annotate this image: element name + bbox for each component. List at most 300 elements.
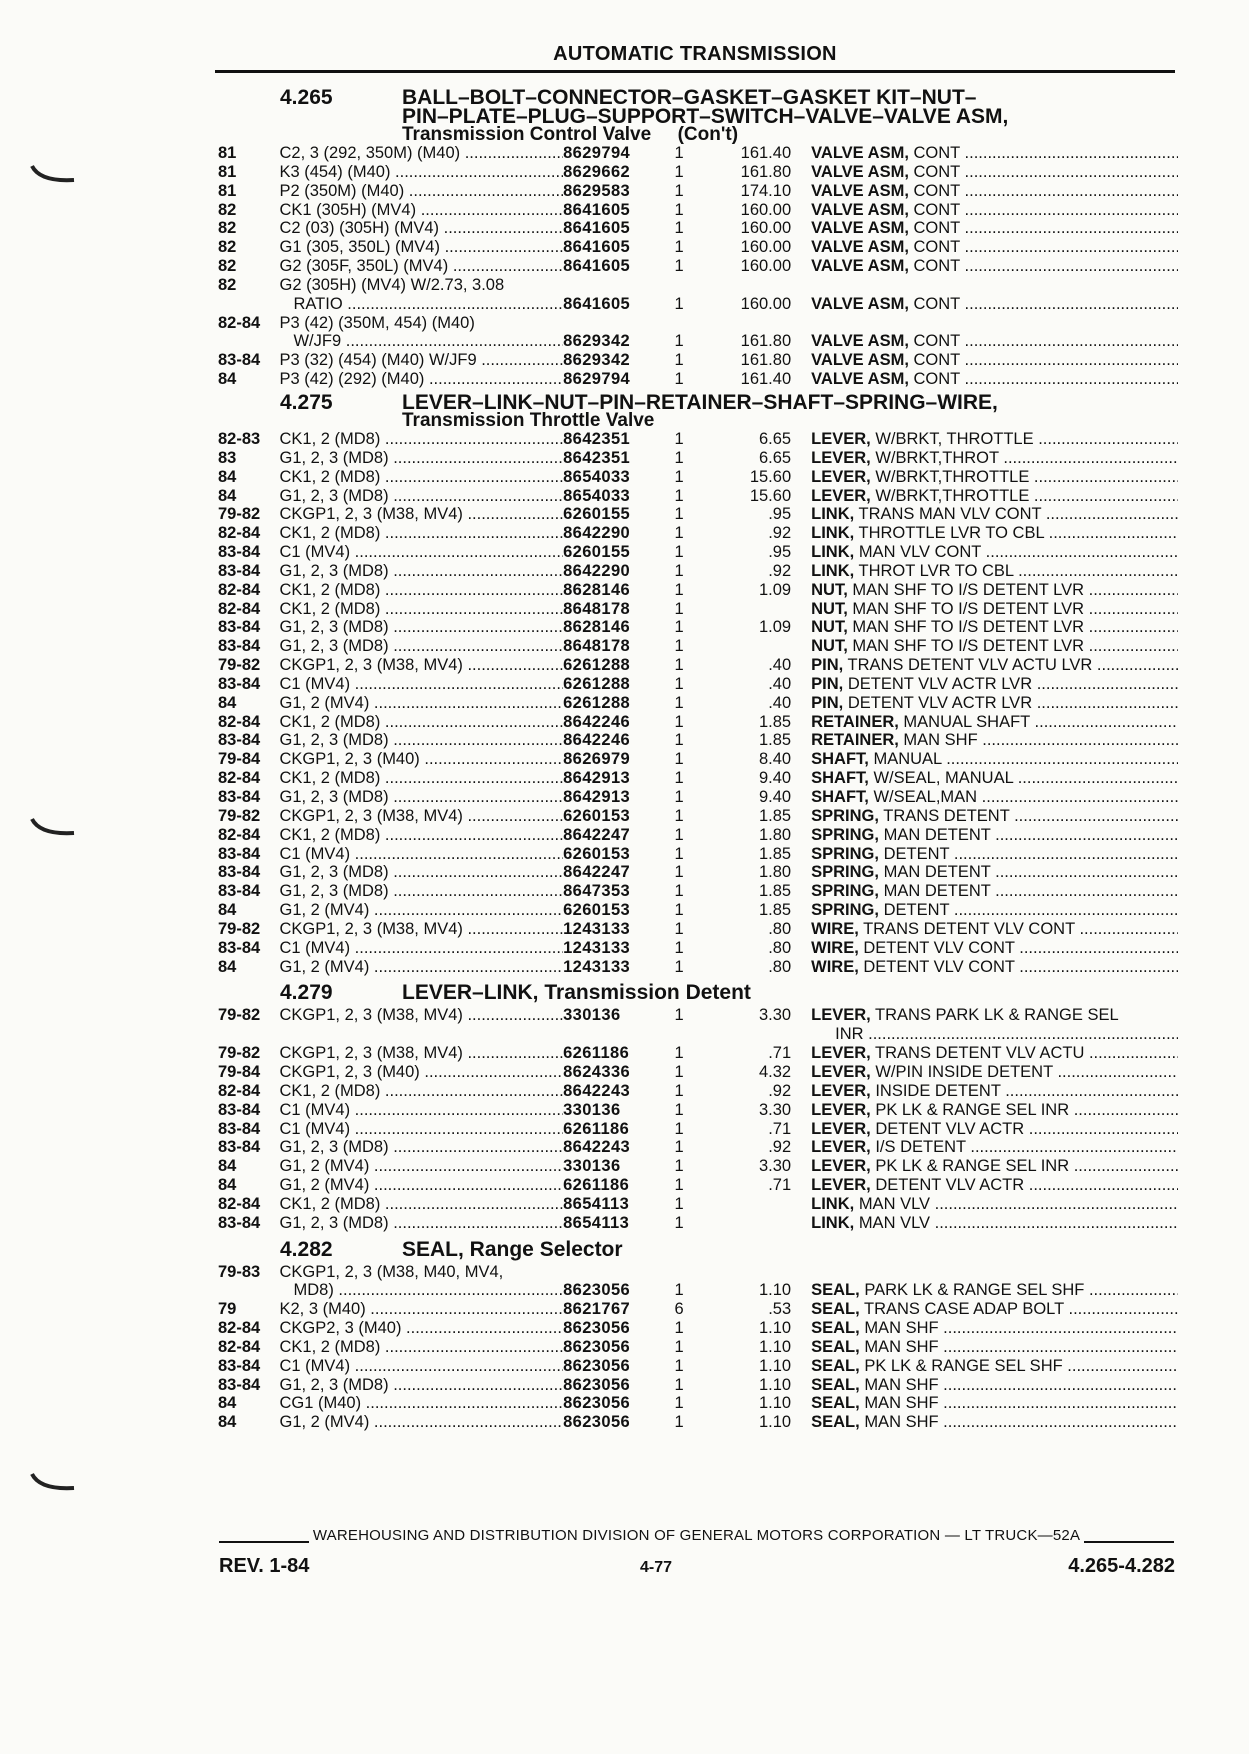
application: [279, 505, 563, 524]
application-text: G1, 2 (MV4) .....: [279, 901, 563, 919]
model-year: 79-82: [218, 1006, 261, 1025]
part-name: SPRING,: [811, 863, 879, 882]
description-line: [811, 1281, 1178, 1299]
model-year: 82-83: [218, 429, 261, 448]
part-number: 8642243: [563, 1138, 631, 1157]
price: .95: [768, 505, 792, 524]
part-description: [799, 1176, 1178, 1195]
part-row: [218, 656, 1178, 675]
application: [279, 543, 563, 562]
application-text: CKGP2, 3 (M40) .....: [279, 1319, 563, 1337]
quantity: 1: [674, 957, 684, 976]
price: 1.85: [759, 731, 792, 750]
part-description: [799, 314, 1178, 352]
application: [279, 637, 563, 656]
part-name: NUT,: [811, 580, 848, 599]
part-row: [218, 769, 1178, 788]
application-text: G1 (305, 350L) (MV4) .....: [279, 238, 563, 256]
application-text: P3 (42) (350M, 454) (M40): [279, 313, 475, 332]
application-text: K3 (454) (M40) .....: [279, 163, 563, 181]
application-text: CK1, 2 (MD8) .....: [279, 713, 563, 731]
price: 160.00: [740, 257, 792, 276]
application-text: G1, 2 (MV4) .....: [279, 694, 563, 712]
part-number: 6260153: [563, 901, 631, 920]
part-detail: CONT: [913, 181, 960, 200]
section-title-line: BALL–BOLT–CONNECTOR–GASKET–GASKET KIT–NUT–: [402, 86, 977, 109]
model-year: 84: [218, 1413, 237, 1432]
section-title: [402, 390, 998, 431]
part-number: 8626979: [563, 750, 631, 769]
part-row: [218, 144, 1178, 163]
price: [700, 1195, 799, 1214]
part-description: [799, 1319, 1178, 1338]
part-detail: W/BRKT,THROTTLE: [875, 486, 1030, 505]
application-text: CKGP1, 2, 3 (M38, MV4) .....: [279, 807, 563, 825]
part-detail: W/SEAL, MANUAL: [873, 769, 1014, 788]
part-name: VALVE ASM,: [811, 200, 909, 219]
part-number: 8641605: [563, 200, 631, 219]
quantity: 1: [674, 1119, 684, 1138]
price: 161.80: [740, 351, 792, 370]
part-name: RETAINER,: [811, 731, 899, 750]
price: 15.60: [749, 486, 792, 505]
application: [279, 713, 563, 732]
description-line: [811, 939, 1178, 957]
application-text: CG1 (M40) .....: [279, 1394, 563, 1412]
model-year: 83-84: [218, 844, 261, 863]
application: [279, 351, 563, 370]
part-description: [799, 163, 1178, 182]
price: 3.30: [759, 1157, 792, 1176]
part-row: [218, 1413, 1178, 1432]
price: 1.10: [759, 1281, 792, 1300]
part-description: [799, 1120, 1178, 1139]
part-description: [799, 1394, 1178, 1413]
part-row: [218, 1138, 1178, 1157]
application-text: G2 (305F, 350L) (MV4) .....: [279, 257, 563, 275]
quantity: 1: [674, 882, 684, 901]
model-year: 82-84: [218, 769, 261, 788]
price: [700, 637, 799, 656]
part-description: [799, 1063, 1178, 1082]
part-detail: MAN SHF TO I/S DETENT LVR: [852, 580, 1085, 599]
price: 1.80: [759, 825, 792, 844]
price: 160.00: [740, 219, 792, 238]
price: .80: [768, 957, 792, 976]
part-detail: MAN DETENT: [883, 825, 991, 844]
price: 6.65: [759, 429, 792, 448]
part-description: [799, 901, 1178, 920]
price: 1.80: [759, 863, 792, 882]
description-line: [811, 1044, 1178, 1062]
quantity: 1: [674, 1281, 684, 1300]
application: [279, 1157, 563, 1176]
application-text: G1, 2, 3 (MD8) .....: [279, 449, 563, 467]
price: .92: [768, 1138, 792, 1157]
part-description: [799, 201, 1178, 220]
quantity: 1: [674, 1157, 684, 1176]
model-year: 82-84: [218, 1319, 261, 1338]
price: 161.40: [740, 370, 792, 389]
part-name: VALVE ASM,: [811, 257, 909, 276]
model-year: 83-84: [218, 938, 261, 957]
quantity: 1: [674, 712, 684, 731]
part-number: 8628146: [563, 580, 631, 599]
part-detail: MANUAL SHAFT: [903, 712, 1030, 731]
part-name: LEVER,: [811, 467, 871, 486]
part-name: NUT,: [811, 618, 848, 637]
section-number: 4.282: [280, 1237, 333, 1261]
part-name: PIN,: [811, 693, 844, 712]
part-number: 1243133: [563, 957, 631, 976]
price: 4.32: [759, 1062, 792, 1081]
part-name: LINK,: [811, 1194, 855, 1213]
part-description: [799, 449, 1178, 468]
part-name: SEAL,: [811, 1394, 860, 1413]
part-name: SEAL,: [811, 1337, 860, 1356]
model-year: 81: [218, 181, 237, 200]
part-description: [799, 581, 1178, 600]
application: [279, 1176, 563, 1195]
price: 1.10: [759, 1319, 792, 1338]
application-text: C1 (MV4) .....: [279, 675, 563, 693]
price: 1.10: [759, 1394, 792, 1413]
part-name: WIRE,: [811, 919, 859, 938]
price: 160.00: [740, 294, 792, 313]
application: [279, 1376, 563, 1395]
quantity: 1: [674, 1100, 684, 1119]
part-description: [799, 1376, 1178, 1395]
description-line: [811, 1006, 1119, 1024]
application: [279, 920, 563, 939]
model-year: 82: [218, 219, 237, 238]
application: [279, 562, 563, 581]
part-detail: W/BRKT,THROT: [875, 448, 999, 467]
application: [279, 656, 563, 675]
description-line: [811, 351, 1178, 369]
part-row: [218, 370, 1178, 389]
application-text: C1 (MV4) .....: [279, 543, 563, 561]
part-description: [799, 618, 1178, 637]
description-line: [811, 163, 1178, 181]
part-number: 8642351: [563, 448, 631, 467]
application: [279, 675, 563, 694]
model-year: 82-84: [218, 1337, 261, 1356]
quantity: 1: [674, 219, 684, 238]
part-name: LINK,: [811, 543, 855, 562]
part-description: [799, 826, 1178, 845]
part-row: [218, 201, 1178, 220]
model-year: 83-84: [218, 561, 261, 580]
part-name: SEAL,: [811, 1281, 860, 1300]
part-number: 8623056: [563, 1413, 631, 1432]
model-year: 84: [218, 1176, 237, 1195]
part-description: [799, 257, 1178, 276]
description-line: [811, 449, 1178, 467]
part-name: NUT,: [811, 599, 848, 618]
part-row: [218, 788, 1178, 807]
model-year: 82-84: [218, 524, 261, 543]
application-text: G2 (305H) (MV4) W/2.73, 3.08: [279, 275, 505, 294]
application: [279, 750, 563, 769]
model-year: 79-84: [218, 1062, 261, 1081]
quantity: 1: [674, 1194, 684, 1213]
part-row: [218, 863, 1178, 882]
model-year: 81: [218, 144, 237, 162]
price: 3.30: [759, 1100, 792, 1119]
part-detail: TRANS MAN VLV CONT: [858, 505, 1042, 524]
application-text: P3 (42) (292) (M40) .....: [279, 370, 563, 388]
quantity: 1: [674, 1006, 684, 1025]
price: 1.85: [759, 806, 792, 825]
part-detail: DETENT VLV ACTR: [875, 1119, 1025, 1138]
section-number: 4.279: [280, 981, 333, 1005]
part-row: [218, 449, 1178, 468]
application: [279, 314, 563, 352]
part-row: [218, 1300, 1178, 1319]
part-name: SEAL,: [811, 1356, 860, 1375]
part-detail: DETENT: [883, 844, 950, 863]
part-name: LINK,: [811, 1213, 855, 1232]
part-number: 8623056: [563, 1319, 631, 1338]
section-title-line: LEVER–LINK–NUT–PIN–RETAINER–SHAFT–SPRING–WIRE,: [402, 390, 998, 414]
model-year: 84: [218, 467, 237, 486]
part-row: [218, 1176, 1178, 1195]
description-line: [811, 901, 1178, 919]
part-number: 1243133: [563, 938, 631, 957]
part-number: 330136: [563, 1006, 621, 1025]
model-year: 79-84: [218, 750, 261, 769]
quantity: 1: [674, 1081, 684, 1100]
part-detail: MAN SHF: [864, 1413, 939, 1432]
part-description: [799, 788, 1178, 807]
description-line: [811, 1413, 1178, 1431]
application: [279, 769, 563, 788]
part-detail-cont: INR .....: [811, 1025, 1178, 1044]
part-name: LEVER,: [811, 1100, 871, 1119]
part-detail: CONT: [913, 351, 960, 370]
model-year: 83-84: [218, 788, 261, 806]
quantity: 1: [674, 429, 684, 448]
quantity: 1: [674, 1394, 684, 1413]
description-line: [811, 257, 1178, 275]
application: [279, 1120, 563, 1139]
part-name: SHAFT,: [811, 788, 869, 806]
part-description: [799, 144, 1178, 163]
part-description: [799, 845, 1178, 864]
model-year: 83-84: [218, 1100, 261, 1119]
quantity: 1: [674, 1176, 684, 1195]
part-detail: MANUAL: [873, 750, 942, 769]
application: [279, 958, 563, 977]
part-description: [799, 1413, 1178, 1432]
quantity: 1: [674, 257, 684, 276]
description-line: [811, 694, 1178, 712]
description-line: [811, 332, 1178, 350]
application-text: CK1, 2 (MD8) .....: [279, 826, 563, 844]
part-row: [218, 1082, 1178, 1101]
quantity: 1: [674, 294, 684, 313]
description-line: [811, 1394, 1178, 1412]
part-description: [799, 351, 1178, 370]
quantity: 1: [674, 486, 684, 505]
part-row: [218, 713, 1178, 732]
application-text: G1, 2 (MV4) .....: [279, 958, 563, 976]
part-detail: DETENT VLV CONT: [863, 957, 1015, 976]
application: [279, 1006, 563, 1044]
application-text: CKGP1, 2, 3 (M40) .....: [279, 750, 563, 768]
part-description: [799, 468, 1178, 487]
part-number: 8642247: [563, 863, 631, 882]
quantity: 1: [674, 731, 684, 750]
part-row: [218, 1263, 1178, 1301]
part-number: 8623056: [563, 1281, 631, 1300]
application: [279, 1138, 563, 1157]
model-year: 84: [218, 370, 237, 389]
part-number: 6260155: [563, 543, 631, 562]
application: [279, 901, 563, 920]
price: 1.10: [759, 1375, 792, 1394]
quantity: 1: [674, 467, 684, 486]
part-number: 8654113: [563, 1194, 630, 1213]
quantity: 1: [674, 844, 684, 863]
part-detail: MAN SHF TO I/S DETENT LVR: [852, 637, 1085, 656]
part-name: LEVER,: [811, 429, 871, 448]
application-text: CK1, 2 (MD8) .....: [279, 1195, 563, 1213]
quantity: 1: [674, 1138, 684, 1157]
price: 1.85: [759, 882, 792, 901]
description-line: [811, 1195, 1178, 1213]
section-heading: [218, 980, 1178, 1006]
description-line: [811, 920, 1178, 938]
application-text: CK1, 2 (MD8) .....: [279, 769, 563, 787]
section-number: 4.265: [280, 86, 333, 109]
application: [279, 449, 563, 468]
part-detail: CONT: [913, 370, 960, 389]
price: 1.09: [759, 618, 792, 637]
part-detail: THROT LVR TO CBL: [858, 561, 1014, 580]
part-name: SPRING,: [811, 882, 879, 901]
quantity: 1: [674, 162, 684, 181]
part-detail: MAN SHF: [864, 1375, 939, 1394]
part-number: 8648178: [563, 637, 631, 656]
part-description: [799, 370, 1178, 389]
description-line: [811, 731, 1178, 749]
part-description: [799, 958, 1178, 977]
model-year: 83-84: [218, 1375, 261, 1394]
application: [279, 1319, 563, 1338]
binder-hole-mark: [30, 1470, 76, 1494]
description-line: [811, 807, 1178, 825]
part-row: [218, 750, 1178, 769]
part-number: 6261186: [563, 1176, 630, 1195]
application: [279, 468, 563, 487]
application-text: G1, 2, 3 (MD8) .....: [279, 1138, 563, 1156]
description-line: [811, 219, 1178, 237]
model-year: 81: [218, 162, 237, 181]
application: [279, 826, 563, 845]
part-row: [218, 882, 1178, 901]
part-detail: CONT: [913, 238, 960, 257]
price: .53: [768, 1300, 792, 1319]
quantity: 1: [674, 200, 684, 219]
part-detail: CONT: [913, 162, 960, 181]
application: [279, 731, 563, 750]
application: [279, 694, 563, 713]
application: [279, 1300, 563, 1319]
part-name: LEVER,: [811, 1006, 871, 1025]
model-year: 82-84: [218, 1081, 261, 1100]
part-description: [799, 731, 1178, 750]
section-subtitle: Transmission Throttle Valve: [402, 409, 655, 431]
section-subtitle: Transmission Control Valve (Con't): [402, 124, 739, 145]
description-line: [811, 1319, 1178, 1337]
application: [279, 1063, 563, 1082]
part-number: 8628146: [563, 618, 631, 637]
application: [279, 581, 563, 600]
part-detail: DETENT VLV CONT: [863, 938, 1015, 957]
part-detail: DETENT VLV ACTR: [875, 1176, 1025, 1195]
header-rule: [215, 70, 1175, 73]
part-row: [218, 1044, 1178, 1063]
section-title: [402, 980, 751, 1006]
part-number: 8642246: [563, 731, 631, 750]
part-number: 8623056: [563, 1394, 631, 1413]
part-detail: CONT: [913, 257, 960, 276]
part-row: [218, 543, 1178, 562]
part-detail: INSIDE DETENT: [875, 1081, 1001, 1100]
part-description: [799, 1195, 1178, 1214]
part-name: RETAINER,: [811, 712, 899, 731]
model-year: 84: [218, 1394, 237, 1413]
application: [279, 1338, 563, 1357]
part-name: LINK,: [811, 561, 855, 580]
part-detail: TRANS PARK LK & RANGE SEL: [875, 1006, 1119, 1025]
model-year: 82: [218, 238, 237, 257]
description-line: [811, 750, 1178, 768]
part-number: 1243133: [563, 919, 631, 938]
price: .95: [768, 543, 792, 562]
model-year: 83-84: [218, 618, 261, 637]
model-year: 82-84: [218, 599, 261, 618]
part-description: [799, 713, 1178, 732]
part-number: 8629794: [563, 144, 631, 162]
part-name: LEVER,: [811, 1044, 871, 1063]
part-name: VALVE ASM,: [811, 238, 909, 257]
part-number: 8624336: [563, 1062, 631, 1081]
price: [700, 600, 799, 619]
section-range: 4.265-4.282: [1068, 1555, 1175, 1577]
section-title: [402, 88, 1008, 144]
part-number: 8642351: [563, 429, 631, 448]
part-row: [218, 182, 1178, 201]
part-row: [218, 600, 1178, 619]
part-name: LEVER,: [811, 1062, 871, 1081]
part-detail: PK LK & RANGE SEL INR: [875, 1157, 1070, 1176]
application: [279, 1413, 563, 1432]
quantity: 1: [674, 580, 684, 599]
price: 6.65: [759, 448, 792, 467]
part-name: LEVER,: [811, 1157, 871, 1176]
application: [279, 1357, 563, 1376]
part-detail: MAN SHF: [864, 1319, 939, 1338]
price: 161.80: [740, 332, 792, 351]
description-line: [811, 238, 1178, 256]
part-description: [799, 1044, 1178, 1063]
part-description: [799, 750, 1178, 769]
application: [279, 863, 563, 882]
part-row: [218, 257, 1178, 276]
